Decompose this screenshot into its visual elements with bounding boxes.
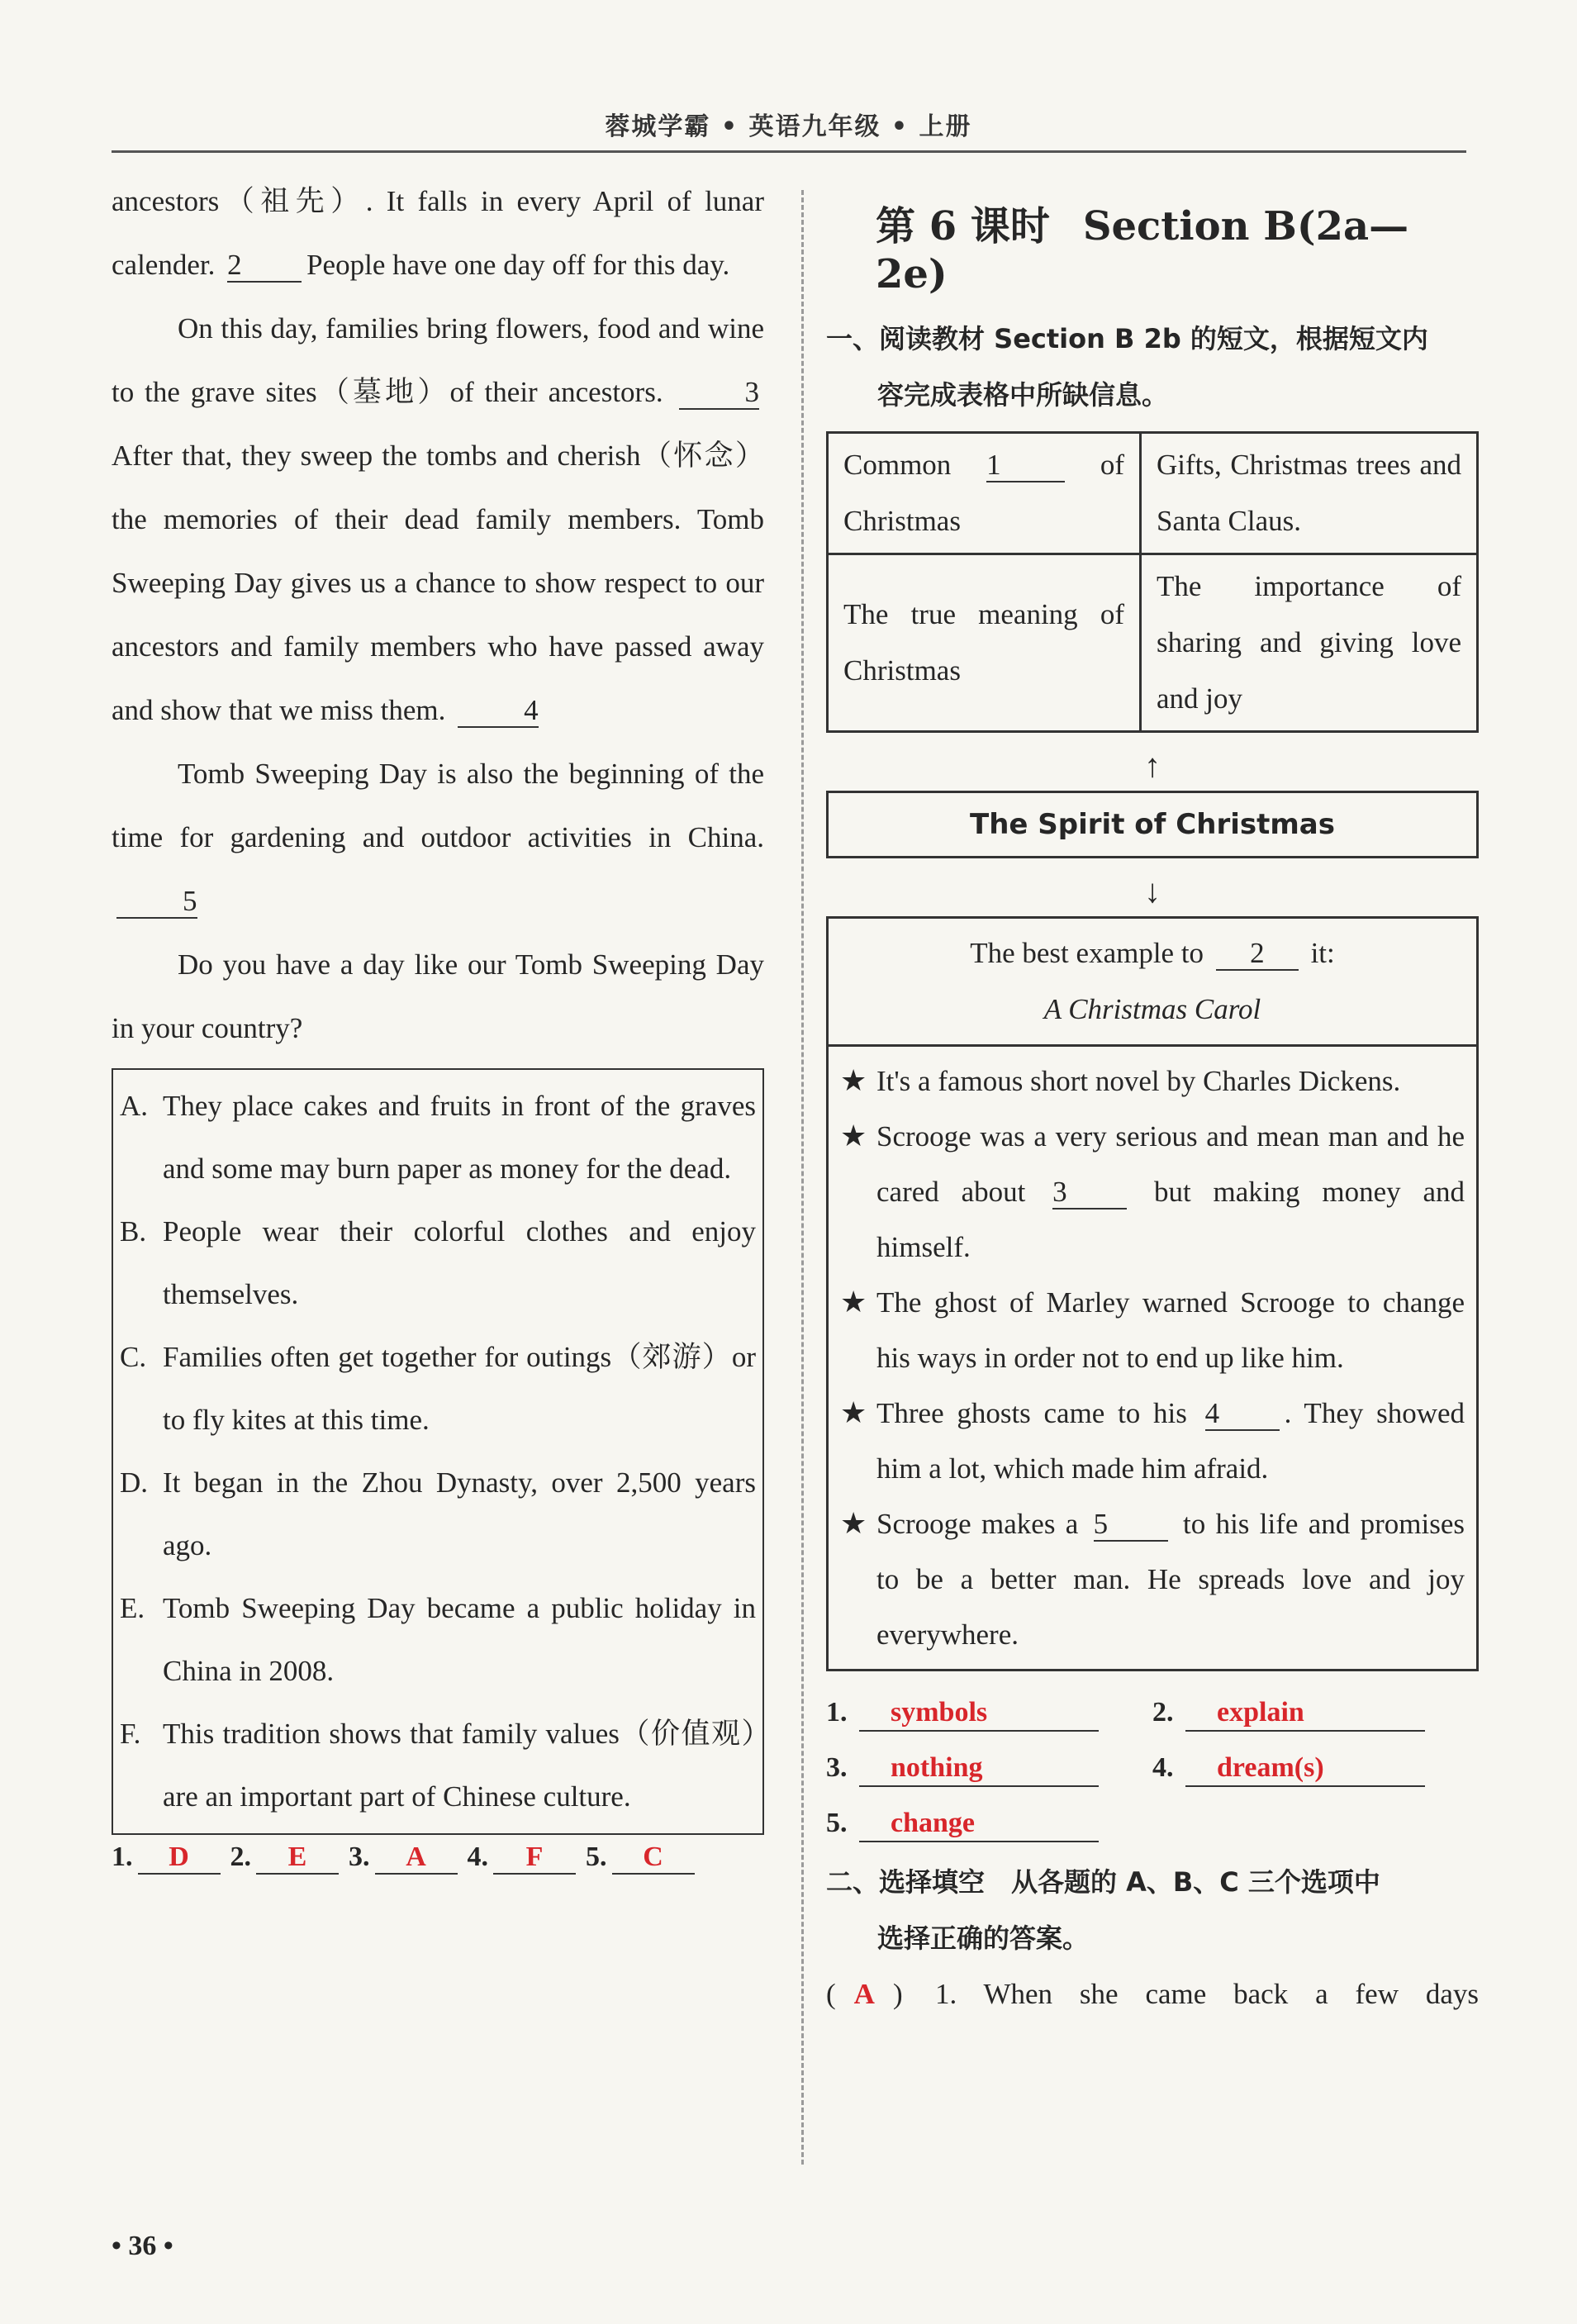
option-item [120, 1703, 756, 1828]
instruction-1-line1: 一、阅读教材 Section B 2b 的短文，根据短文内 [826, 323, 1428, 354]
bullet-text-part: to his life and promises to be a better man. He spreads love and joy everywhere. [876, 1508, 1465, 1651]
bullet-text [876, 1496, 1465, 1662]
answer-number: 4. [467, 1842, 488, 1872]
answer-value[interactable]: nothing [859, 1751, 1099, 1787]
instruction-1-line2: 容完成表格中所缺信息。 [877, 379, 1169, 411]
page-number: • 36 • [112, 2231, 173, 2261]
option-text: This tradition shows that family values（价值观）are an important part of Chinese culture. [163, 1718, 756, 1813]
spirit-box: The Spirit of Christmas [826, 791, 1479, 858]
answer-blank[interactable]: 3 [1052, 1176, 1127, 1210]
bullet-item [840, 1496, 1465, 1662]
star-icon: ★ [840, 1286, 867, 1319]
answer-number: 3. [349, 1842, 370, 1872]
answer-number: 1. [826, 1697, 848, 1728]
paragraph [112, 297, 764, 742]
answer-blank[interactable]: 2 [227, 250, 302, 283]
bullet-text-part: It's a famous short novel by Charles Dickens. [876, 1065, 1401, 1097]
option-letter: E. [120, 1592, 145, 1624]
paragraph [112, 169, 764, 297]
bullet-text-part: Scrooge was a very serious and mean man and he cared about [876, 1120, 1465, 1208]
answer-cell [826, 1795, 1165, 1851]
option-text: It began in the Zhou Dynasty, over 2,500 years ago. [163, 1466, 756, 1561]
options-box [112, 1068, 764, 1835]
answer-value[interactable]: F [493, 1842, 576, 1875]
lesson-title [876, 194, 1479, 297]
table-cell: The importance of sharing and giving love and joy [1141, 554, 1478, 732]
answer-grid [826, 1685, 1479, 1851]
left-column [112, 169, 764, 1875]
option-item [120, 1200, 756, 1326]
answer-value[interactable]: E [256, 1842, 339, 1875]
bullet-text [876, 1385, 1465, 1496]
answer-number: 2. [230, 1842, 251, 1872]
answer-row [112, 1842, 764, 1875]
answer-value[interactable]: A [375, 1842, 458, 1875]
answer-number: 1. [112, 1842, 133, 1872]
paragraph [112, 933, 764, 1060]
page-header: 蓉城学霸 • 英语九年级 • 上册 [605, 112, 972, 141]
book-title: A Christmas Carol [1043, 993, 1261, 1025]
option-text: They place cakes and fruits in front of the graves and some may burn paper as money for the dead. [163, 1090, 756, 1185]
blank-1[interactable]: 1 [986, 449, 1065, 482]
bullet-text [876, 1275, 1465, 1385]
bullet-text-part: The ghost of Marley warned Scrooge to change his ways in order not to end up like him. [876, 1286, 1465, 1374]
instruction-2-line1: 二、选择填空 从各题的 A、B、C 三个选项中 [826, 1866, 1380, 1898]
paragraph [112, 742, 764, 933]
option-letter: A. [120, 1090, 149, 1122]
passage [112, 169, 764, 1060]
option-letter: C. [120, 1341, 147, 1373]
paren-close: ) [892, 1978, 903, 2010]
answer-blank[interactable]: 3 [679, 377, 760, 410]
answer-value[interactable]: C [612, 1842, 695, 1875]
paragraph-text: People have one day off for this day. [306, 249, 730, 281]
best-text-end: it: [1310, 937, 1335, 969]
best-text: The best example to [970, 937, 1204, 969]
answer-blank[interactable]: 4 [1205, 1398, 1280, 1431]
answer-blank[interactable]: 4 [458, 695, 539, 728]
bullet-item [840, 1275, 1465, 1385]
bullet-item [840, 1385, 1465, 1496]
bullet-text [876, 1053, 1465, 1109]
section-label: Section B(2a—2e) [876, 203, 1409, 297]
answer-number: 2. [1152, 1697, 1174, 1728]
info-table [826, 431, 1479, 733]
answer-blank[interactable]: 5 [1094, 1509, 1168, 1542]
answer-cell [826, 1685, 1152, 1740]
answer-number: 3. [826, 1752, 848, 1783]
paragraph-text: ancestors（祖先）. It falls in every April of lunar calender. [112, 185, 764, 281]
option-letter: B. [120, 1215, 147, 1248]
answer-row [826, 1795, 1479, 1851]
answer-value[interactable]: change [859, 1806, 1099, 1842]
star-icon: ★ [840, 1507, 867, 1540]
bullet-item [840, 1109, 1465, 1275]
mc-question-1 [826, 1966, 1479, 2022]
story-box-header [829, 919, 1476, 1047]
option-text: Tomb Sweeping Day became a public holiday in China in 2008. [163, 1592, 756, 1687]
instruction-2-line2: 选择正确的答案。 [877, 1922, 1090, 1954]
table-cell: Gifts, Christmas trees and Santa Claus. [1141, 433, 1478, 554]
blank-2[interactable]: 2 [1216, 938, 1299, 971]
bullet-text-part: but making money and himself. [876, 1176, 1465, 1263]
answer-value[interactable]: symbols [859, 1695, 1099, 1732]
answer-cell [826, 1740, 1152, 1795]
mc-answer-paren [826, 1966, 935, 2022]
option-letter: D. [120, 1466, 149, 1499]
option-text: People wear their colorful clothes and enjoy themselves. [163, 1215, 756, 1310]
arrow-up-icon: ↑ [1144, 747, 1161, 784]
story-bullets [829, 1047, 1476, 1669]
table-cell: The true meaning of Christmas [828, 554, 1141, 732]
paren-open: ( [826, 1978, 836, 2010]
cell-text: of Christmas [843, 449, 1125, 537]
bullet-item [840, 1053, 1465, 1109]
answer-row [826, 1740, 1479, 1795]
column-divider [801, 190, 804, 2165]
answer-value[interactable]: D [138, 1842, 221, 1875]
paragraph-text: On this day, families bring flowers, food and wine to the grave sites（墓地）of their ancestors. [112, 312, 764, 408]
table-cell [828, 433, 1141, 554]
star-icon: ★ [840, 1396, 867, 1429]
table-row [828, 554, 1478, 732]
option-text: Families often get together for outings（郊游）or to fly kites at this time. [163, 1341, 756, 1436]
answer-number: 5. [826, 1808, 848, 1838]
star-icon: ★ [840, 1119, 867, 1152]
right-column [826, 169, 1479, 2022]
option-item [120, 1075, 756, 1200]
table-row [828, 433, 1478, 554]
paragraph-text: Do you have a day like our Tomb Sweeping Day in your country? [112, 948, 764, 1044]
bullet-text [876, 1109, 1465, 1275]
mc-answer: A [853, 1978, 875, 2010]
star-icon: ★ [840, 1064, 867, 1097]
instruction-1 [826, 311, 1479, 423]
paragraph-text: Tomb Sweeping Day is also the beginning of the time for gardening and outdoor activities in China. [112, 758, 764, 853]
option-item [120, 1326, 756, 1452]
arrow-down-icon: ↓ [1144, 872, 1161, 910]
header-rule [112, 150, 1466, 153]
bullet-text-part: . They showed him a lot, which made him afraid. [876, 1397, 1465, 1485]
answer-blank[interactable]: 5 [116, 886, 197, 919]
option-letter: F. [120, 1718, 141, 1750]
mc-question-text: 1. When she came back a few days [935, 1978, 1479, 2010]
answer-number: 5. [586, 1842, 607, 1872]
instruction-2 [826, 1854, 1479, 1966]
answer-cell [1152, 1740, 1479, 1795]
option-item [120, 1577, 756, 1703]
story-box [826, 916, 1479, 1671]
answer-value[interactable]: explain [1185, 1695, 1425, 1732]
option-item [120, 1452, 756, 1577]
cell-text: Common [843, 449, 952, 481]
bullet-text-part: Scrooge makes a [876, 1508, 1089, 1540]
answer-value[interactable]: dream(s) [1185, 1751, 1425, 1787]
answer-number: 4. [1152, 1752, 1174, 1783]
answer-cell [1152, 1685, 1479, 1740]
bullet-text-part: Three ghosts came to his [876, 1397, 1200, 1429]
paragraph-text: After that, they sweep the tombs and cherish（怀念）the memories of their dead family members. Tomb Sweeping Day gives us a chance to show respect to our ancestors and family members who have passed away and show that we miss them. [112, 440, 764, 726]
lesson-label: 第 6 课时 [876, 203, 1050, 250]
answer-row [826, 1685, 1479, 1740]
